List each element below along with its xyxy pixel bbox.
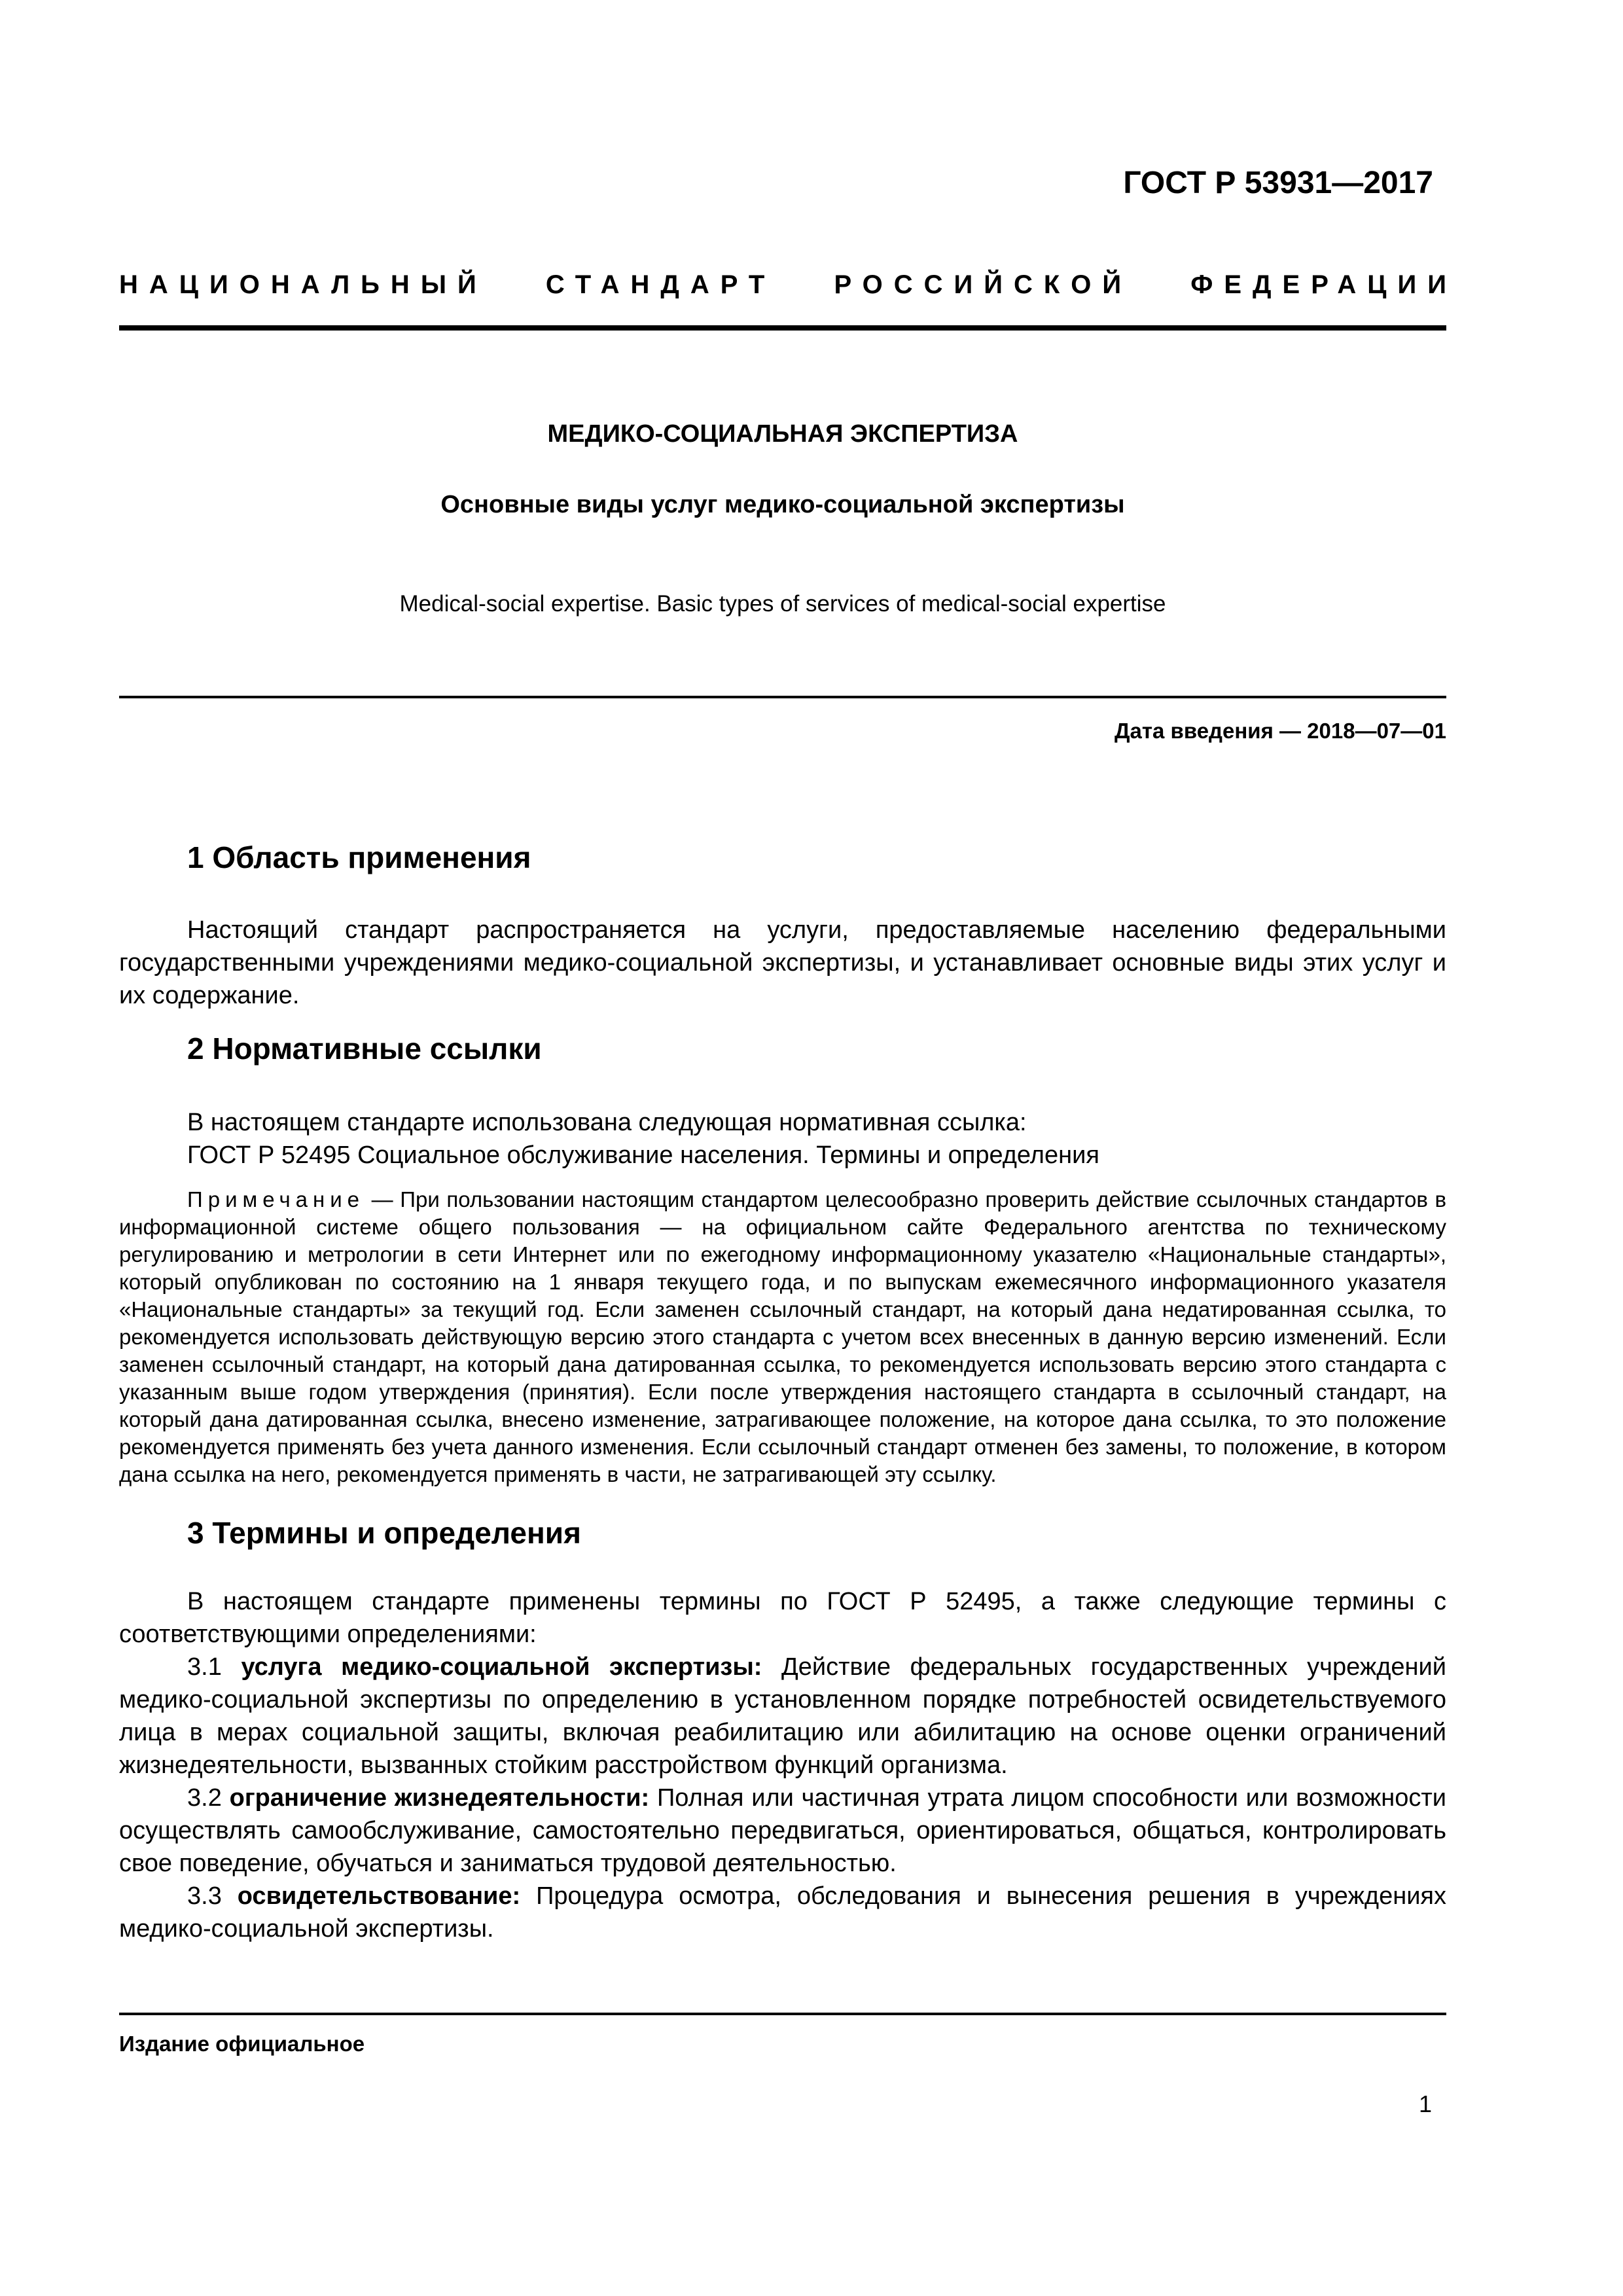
section-1-heading: 1 Область применения: [187, 840, 531, 874]
term-name: освидетельствование:: [237, 1882, 521, 1910]
document-english-title: Medical-social expertise. Basic types of services of medical-social expertise: [399, 591, 1166, 617]
banner-word-1: НАЦИОНАЛЬНЫЙ: [119, 270, 488, 299]
introduction-date: Дата введения — 2018—07—01: [1115, 719, 1446, 743]
term-3-1: [119, 1651, 1446, 1782]
document-subtitle: Основные виды услуг медико-социальной экспертизы: [440, 491, 1125, 518]
normative-reference: ГОСТ Р 52495 Социальное обслуживание населения. Термины и определения: [187, 1141, 1099, 1169]
term-number: 3.1: [187, 1653, 241, 1681]
term-3-3: [119, 1880, 1446, 1945]
document-title: МЕДИКО-СОЦИАЛЬНАЯ ЭКСПЕРТИЗА: [547, 420, 1018, 448]
term-number: 3.2: [187, 1784, 230, 1812]
document-code: ГОСТ Р 53931—2017: [1123, 166, 1433, 200]
header-divider: [119, 325, 1446, 331]
term-definition: Действие федеральных государственных учреждений медико-социальной экспертизы по определению в установленном порядке потребностей освидетельствуемого лица в мерах социальной защиты, включая реабилитацию или абилитацию на основе оценки ограничений жизнедеятельности, вызванных стойким расстройством функций организма.: [119, 1653, 1446, 1779]
footer-divider: [119, 2013, 1446, 2015]
document-body: [119, 838, 1446, 1945]
section-2-intro: В настоящем стандарте использована следующая нормативная ссылка:: [187, 1109, 1027, 1136]
section-3-heading: 3 Термины и определения: [187, 1516, 581, 1550]
banner-word-3: РОССИЙСКОЙ: [834, 270, 1133, 299]
national-standard-banner: [119, 265, 1457, 304]
section-3-intro: В настоящем стандарте применены термины по ГОСТ Р 52495, а также следующие термины с соответствующими определениями:: [119, 1588, 1446, 1648]
title-divider: [119, 696, 1446, 698]
banner-word-2: СТАНДАРТ: [545, 270, 776, 299]
note-label: Примечание: [187, 1187, 365, 1211]
section-2-note: [119, 1186, 1446, 1488]
term-name: услуга медико-социальной экспертизы:: [241, 1653, 762, 1681]
term-number: 3.3: [187, 1882, 238, 1910]
term-definition: Процедура осмотра, обследования и вынесения решения в учреждениях медико-социальной экспертизы.: [119, 1882, 1446, 1943]
banner-word-4: ФЕДЕРАЦИИ: [1190, 270, 1457, 299]
section-2-heading: 2 Нормативные ссылки: [187, 1031, 542, 1066]
section-1-text: Настоящий стандарт распространяется на услуги, предоставляемые населению федеральными государственными учреждениями медико-социальной экспертизы, и устанавливает основные виды этих услуг и их содержание.: [119, 916, 1446, 1009]
official-edition-label: Издание официальное: [119, 2032, 365, 2056]
term-name: ограничение жизнедеятельности:: [229, 1784, 650, 1812]
page-number: 1: [1418, 2090, 1432, 2117]
term-definition: Полная или частичная утрата лицом способности или возможности осуществлять самообслуживание, самостоятельно передвигаться, ориентироваться, общаться, контролировать свое поведение, обучаться и заниматься трудовой деятельностью.: [119, 1784, 1446, 1877]
note-text: — При пользовании настоящим стандартом целесообразно проверить действие ссылочных стандартов в информационной системе общего пользования — на официальном сайте Федерального агентства по техническому регулированию и метрологии в сети Интернет или по ежегодному информационному указателю «Национальные стандарты», который опубликован по состоянию на 1 января текущего года, и по выпускам ежемесячного информационного указателя «Национальные стандарты» за текущий год. Если заменен ссылочный стандарт, на который дана недатированная ссылка, то рекомендуется использовать действующую версию этого стандарта с учетом всех внесенных в данную версию изменений. Если заменен ссылочный стандарт, на который дана датированная ссылка, то рекомендуется использовать версию этого стандарта с указанным выше годом утверждения (принятия). Если после утверждения настоящего стандарта в ссылочный стандарт, на который дана датированная ссылка, внесено изменение, затрагивающее положение, на которое дана ссылка, то это положение рекомендуется применять без учета данного изменения. Если ссылочный стандарт отменен без замены, то положение, в котором дана ссылка на него, рекомендуется применять в части, не затрагивающей эту ссылку.: [119, 1187, 1446, 1486]
term-3-2: [119, 1782, 1446, 1880]
